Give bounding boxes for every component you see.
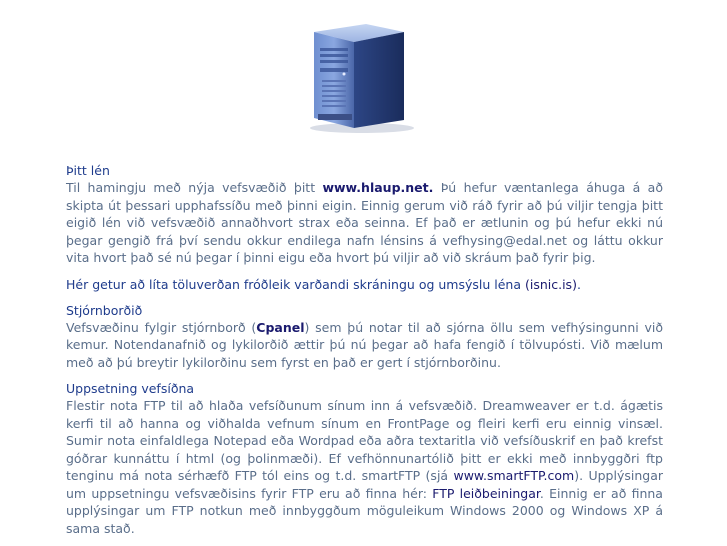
panel-text-start: Vefsvæðinu fylgir stjórnborð ( [66,319,257,335]
panel-section [66,302,663,372]
domain-text-start: Til hamingju með nýja vefsvæðið þitt [66,180,323,195]
cpanel-link[interactable]: Cpanel [256,319,305,335]
setup-section [66,380,663,537]
isnic-link[interactable]: (isnic.is) [524,276,577,292]
setup-text-2: ). Upplýsingar um uppsetningu vefsvæðisins fyrir FTP eru að finna hér: [66,468,663,501]
setup-paragraph [66,397,663,537]
isnic-info-text: Hér getur að líta töluverðan fróðleik varðandi skráningu og umsýslu léna [66,276,525,292]
domain-name: www.hlaup.net. [322,180,434,195]
isnic-info-tail: . [576,276,581,292]
server-tower-icon [300,10,425,135]
domain-paragraph [66,179,663,267]
smartftp-link[interactable]: www.smartFTP.com [453,468,575,483]
domain-text-end: Þú hefur væntanlega áhuga á að skipta út þessari upphafssíðu með þinni eigin. Einnig gerum við ráð fyrir að þú viljir tengja þitt eigið lén við vefsvæðið annaðhvort strax eða seinna. Ef það er ætlunin og þú hefur ekki nú þegar gengið frá því sendu okkur endilega nafn lénsins á vefhysing@edal.net og láttu okkur vita hvort það sé nú þegar í þinni eigu eða hvort þú viljir að við skráum það fyrir þig. [66,180,663,265]
panel-text-end: ) sem þú notar til að sjórna öllu sem vefhýsingunni við kemur. Notendanafnið og lykilorðið ættir þú nú þegar að hafa fengið í tölvupósti. Við mælum með að þú breytir lykilorðinu sem fyrst en það er gert í stjórnborðinu. [66,319,663,370]
panel-heading: Stjórnborðið [66,302,143,318]
setup-text-1: Flestir nota FTP til að hlaða vefsíðunum sínum inn á vefsvæðið. Dreamweaver er t.d. ágætis kerfi til að hanna og viðhalda vefnum sínum en FrontPage og fleiri kerfi eru einnig vinsæl. Sumir nota einfaldlega Notepad eða Wordpad eða aðra textaritla við vefsíðuskrif en það krefst góðrar kunnáttu í html (og þolinmæði). Ef vefhönnunartólið þitt er ekki með innbyggðri ftp tenginu má nota sérhæfð FTP tól eins og t.d. smartFTP (sjá [66,398,663,483]
domain-heading: Þitt lén [66,163,110,178]
setup-text-3: . Einnig er að finna upplýsingar um FTP notkun með innbyggðum möguleikum Windows 2000 og Windows XP á sama stað. [66,485,663,536]
domain-section [66,162,663,267]
panel-paragraph [66,319,663,372]
setup-heading: Uppsetning vefsíðna [66,381,195,396]
main-content [66,162,663,546]
ftp-guide-link[interactable]: FTP leiðbeiningar [432,485,540,501]
isnic-info-line [66,276,663,293]
